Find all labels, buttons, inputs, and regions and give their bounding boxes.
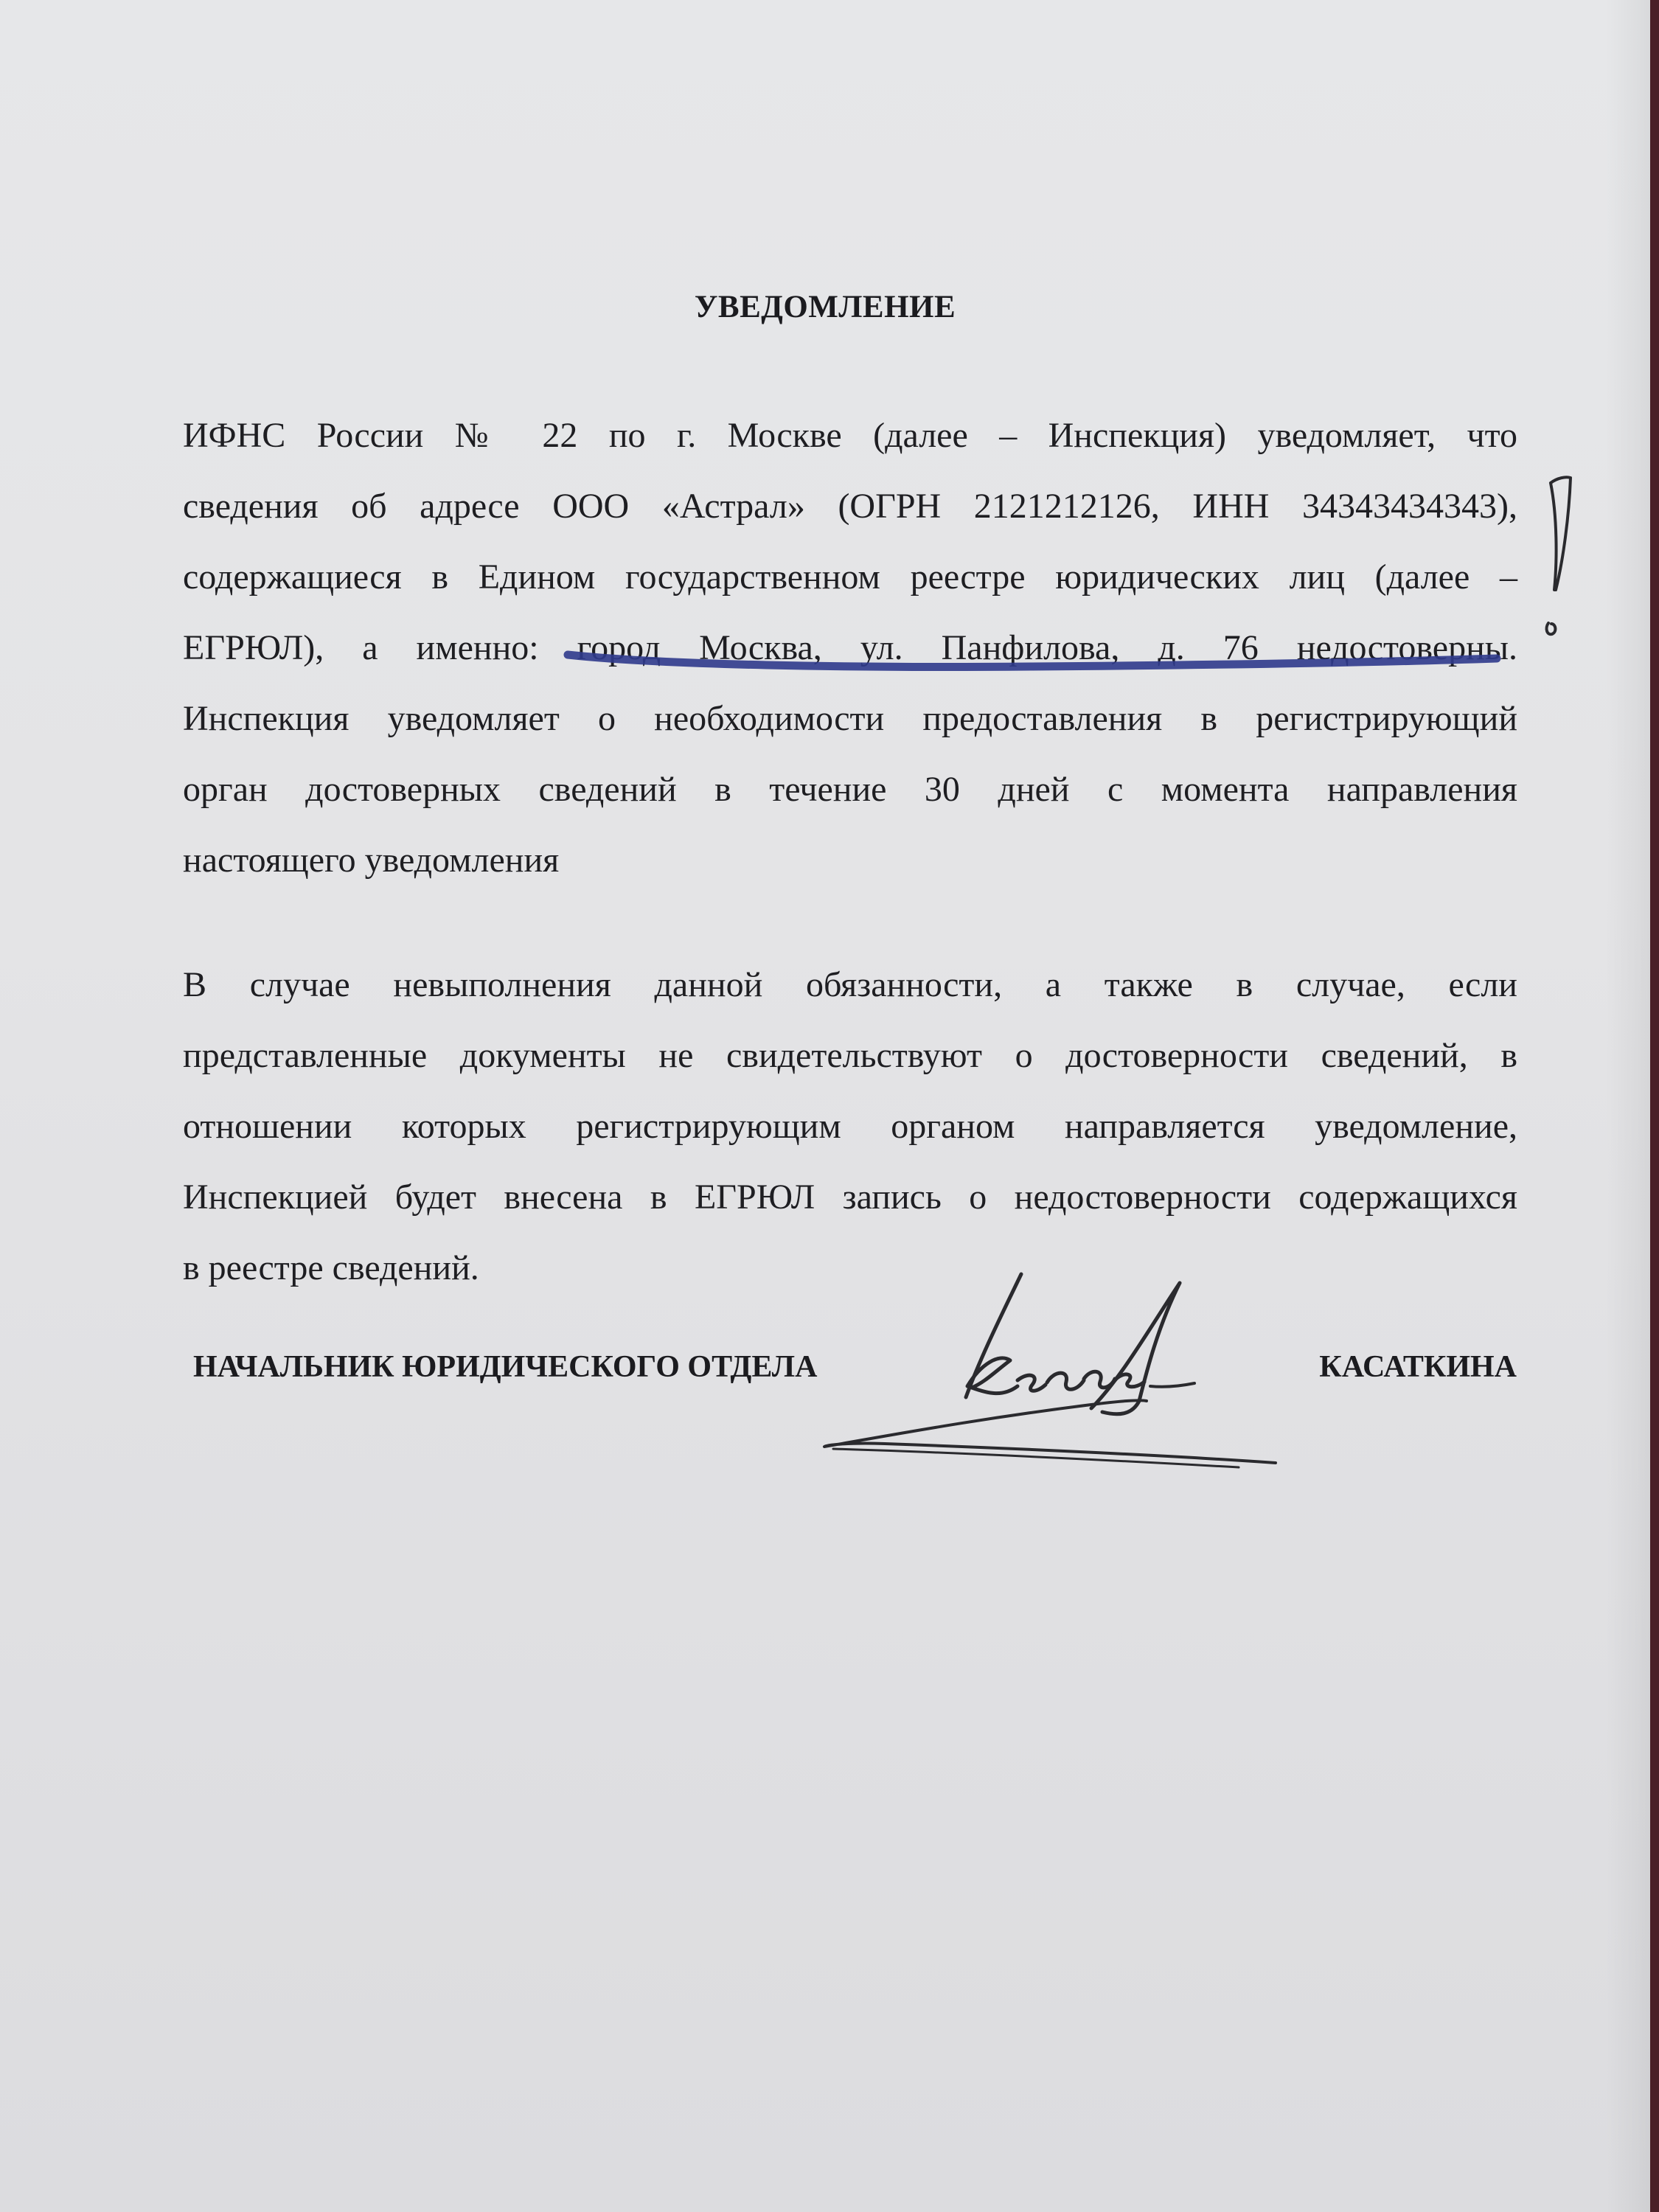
paragraph-line-address [183, 613, 1517, 684]
document-title: УВЕДОМЛЕНИЕ [694, 290, 956, 324]
paragraph-line: представленные документы не свидетельствуют о достоверности сведений, в [183, 1036, 1517, 1075]
notice-paragraph [183, 400, 1517, 896]
page-edge-shadow [1606, 0, 1650, 2212]
paragraph-line: орган достоверных сведений в течение 30 дней с момента направления [183, 770, 1517, 809]
paragraph-line: отношении которых регистрирующим органом направляется уведомление, [183, 1107, 1517, 1146]
paragraph-line: В случае невыполнения данной обязанности, а также в случае, если [183, 965, 1517, 1004]
highlighted-address: город Москва, ул. Панфилова, д. 76 недостоверны [577, 628, 1509, 667]
paragraph-line: Инспекция уведомляет о необходимости предоставления в регистрирующий [183, 699, 1517, 738]
paragraph-line: содержащиеся в Едином государственном реестре юридических лиц (далее – [183, 557, 1517, 597]
paragraph-line: сведения об адресе ООО «Астрал» (ОГРН 2121212126, ИНН 34343434343), [183, 487, 1517, 526]
address-prefix: ЕГРЮЛ), а именно: [183, 628, 539, 667]
margin-exclamation-mark [1551, 477, 1571, 590]
paragraph-line: Инспекцией будет внесена в ЕГРЮЛ запись о недостоверности содержащихся [183, 1178, 1517, 1217]
margin-exclamation-dot [1547, 623, 1556, 634]
signer-name: КАСАТКИНА [1319, 1350, 1517, 1384]
address-suffix: . [1509, 628, 1518, 667]
signer-position: НАЧАЛЬНИК ЮРИДИЧЕСКОГО ОТДЕЛА [193, 1350, 818, 1384]
paragraph-line: ИФНС России № 22 по г. Москве (далее – Инспекция) уведомляет, что [183, 416, 1517, 455]
consequences-paragraph [183, 950, 1517, 1304]
paragraph-line: в реестре сведений. [183, 1248, 479, 1287]
paragraph-line: настоящего уведомления [183, 841, 560, 880]
